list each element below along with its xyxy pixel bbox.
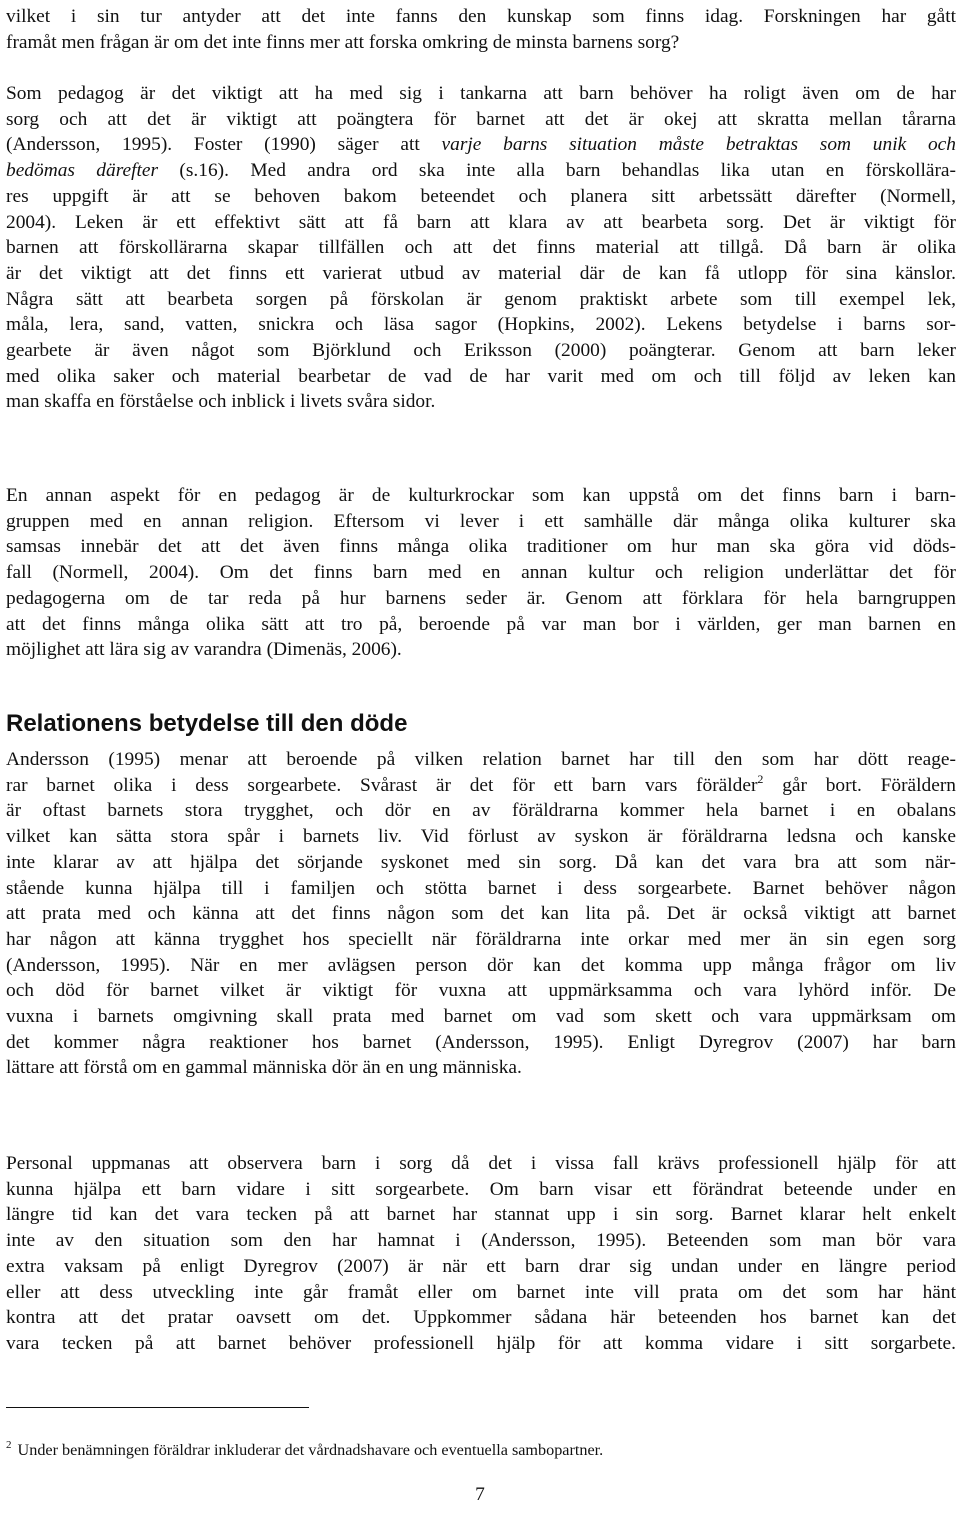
text-line: längre tid kan det vara tecken på att barnet har stannat upp i sin sorg. Barnet klarar helt enkelt (6, 1204, 956, 1226)
text-line: Personal uppmanas att observera barn i sorg då det i vissa fall krävs professionell hjälp för att (6, 1153, 956, 1174)
text-line: extra vaksam på enligt Dyregrov (2007) är när ett barn drar sig undan under en längre period (6, 1255, 956, 1277)
text-line: Andersson (1995) menar att beroende på vilken relation barnet har till den som har dött reage- (6, 749, 956, 770)
paragraph-relation (6, 747, 956, 1081)
text-line: inte av den situation som den har hamnat i (Andersson, 1995). Beteenden som man bör vara (6, 1230, 956, 1252)
text-line: är oftast barnets stora trygghet, och dör en av föräldrarna kommer hela barnet i en obalans (6, 800, 956, 822)
text-line: vara tecken på att barnet behöver professionell hjälp för att komma vidare i sitt sorgarbete. (6, 1332, 956, 1354)
text-line: möjlighet att lära sig av varandra (Dimenäs, 2006). (6, 639, 402, 661)
text-line: barnen att förskollärarna skapar tillfällen och att det finns material att tillgå. Då barn är olika (6, 237, 956, 259)
text-run: (Andersson, 1995). Foster (1990) säger att (6, 134, 442, 156)
text-run: rar barnet olika i dess sorgearbete. Svårast är det för ett barn vars förälder (6, 774, 758, 796)
paragraph-pedagog (6, 81, 956, 415)
text-line: En annan aspekt för en pedagog är de kulturkrockar som kan uppstå om det finns barn i barn- (6, 485, 956, 506)
footnote (6, 1440, 603, 1460)
text-line: det kommer några reaktioner hos barnet (Andersson, 1995). Enligt Dyregrov (2007) har barn (6, 1031, 956, 1053)
text-line: lättare att förstå om en gammal människa dör än en ung människa. (6, 1057, 522, 1079)
section-heading: Relationens betydelse till den döde (6, 710, 408, 737)
text-run: går bort. Föräldern (763, 774, 956, 796)
text-line: samsas innebär det att det även finns många olika traditioner om hur man ska göra vid döds- (6, 536, 956, 558)
text-line: vuxna i barnets omgivning skall prata med barnet om vad som skett och vara uppmärksam om (6, 1006, 956, 1028)
text-run: (s.16). Med andra ord ska inte alla barn behandlas lika utan en förskollära- (158, 160, 956, 182)
text-line: fall (Normell, 2004). Om det finns barn med en annan kultur och religion underlättar det för (6, 562, 956, 584)
footnote-reference[interactable]: 2 (757, 772, 764, 786)
text-line: med olika saker och material bearbetar de vad de har varit med om och till följd av leken kan (6, 365, 956, 387)
text-line: (Andersson, 1995). När en mer avlägsen person dör kan det komma upp många frågor om liv (6, 954, 956, 976)
text-line: framåt men frågan är om det inte finns mer att forska omkring de minsta barnens sorg? (6, 31, 680, 53)
text-line: och död för barnet vilket är viktigt för vuxna att uppmärksamma och vara lyhörd inför. De (6, 980, 956, 1002)
footnote-text: Under benämningen föräldrar inkluderar det vårdnadshavare och eventuella sambopartner. (13, 1441, 604, 1459)
text-line: eller att dess utveckling inte går framåt eller om barnet inte vill prata om det som har hänt (6, 1281, 956, 1303)
italic-quote: bedömas därefter (6, 160, 159, 182)
text-line: sorg och att det är viktigt att poängtera för barnet att det är okej att skratta mellan tårarna (6, 108, 956, 130)
text-line (6, 158, 956, 184)
text-line: kunna hjälpa ett barn vidare i sitt sorgearbete. Om barn visar ett förändrat beteende under en (6, 1178, 956, 1200)
text-line: man skaffa en förståelse och inblick i livets svåra sidor. (6, 391, 436, 413)
text-line: Som pedagog är det viktigt att ha med sig i tankarna att barn behöver ha roligt även om de har (6, 83, 956, 104)
text-line: är det viktigt att det finns ett varierat utbud av material där de kan få utlopp för sina känslor. (6, 262, 956, 284)
text-line: Några sätt att bearbeta sorgen på förskolan är genom praktiskt arbete som till exempel lek, (6, 288, 956, 310)
italic-quote: varje barns situation måste betraktas som unik och (441, 134, 956, 156)
text-line: vilket i sin tur antyder att det inte fanns den kunskap som finns idag. Forskningen har gått (6, 6, 956, 27)
page-number: 7 (475, 1484, 485, 1505)
text-line (6, 773, 956, 799)
text-line: vilket kan sätta stora spår i barnets liv. Vid förlust av syskon är föräldrarna ledsna och kanske (6, 826, 956, 848)
footnote-marker: 2 (6, 1439, 12, 1451)
text-line: att det finns många olika sätt att tro på, beroende på var man bor i världen, ger man barnen en (6, 613, 956, 635)
text-line: inte klarar av att hjälpa det sörjande syskonet med sin sorg. Då kan det vara bra att som när- (6, 851, 956, 873)
text-line: har någon att känna trygghet hos speciellt när föräldrarna inte orkar med mer än sin egen sorg (6, 928, 956, 950)
footnote-separator (6, 1407, 309, 1408)
text-line: gruppen med en annan religion. Eftersom vi lever i ett samhälle där många olika kulturer ska (6, 510, 956, 532)
paragraph-observera (6, 1151, 956, 1357)
text-line: stående kunna hjälpa till i familjen och stötta barnet i dess sorgearbete. Barnet behöver någon (6, 877, 956, 899)
paragraph-continuation (6, 4, 956, 55)
text-line: gearbete är även något som Björklund och Eriksson (2000) poängterar. Genom att barn leker (6, 340, 956, 362)
text-line: att prata med och känna att det finns någon som det kan lita på. Det är också viktigt att barnet (6, 903, 956, 925)
text-line: 2004). Leken är ett effektivt sätt att få barn att klara av att bearbeta sorg. Det är viktigt för (6, 211, 956, 233)
paragraph-kulturkrockar (6, 483, 956, 663)
text-line: måla, lera, sand, vatten, snickra och läsa sagor (Hopkins, 2002). Lekens betydelse i barns sor- (6, 314, 956, 336)
text-line (6, 132, 956, 158)
text-line: pedagogerna om de tar reda på hur barnens seder är. Genom att förklara för hela barngruppen (6, 587, 956, 609)
text-line: res uppgift är att se behoven bakom beteendet och planera sitt arbetssätt därefter (Normell, (6, 185, 956, 207)
text-line: kontra att det pratar oavsett om det. Uppkommer sådana här beteenden hos barnet kan det (6, 1307, 956, 1329)
